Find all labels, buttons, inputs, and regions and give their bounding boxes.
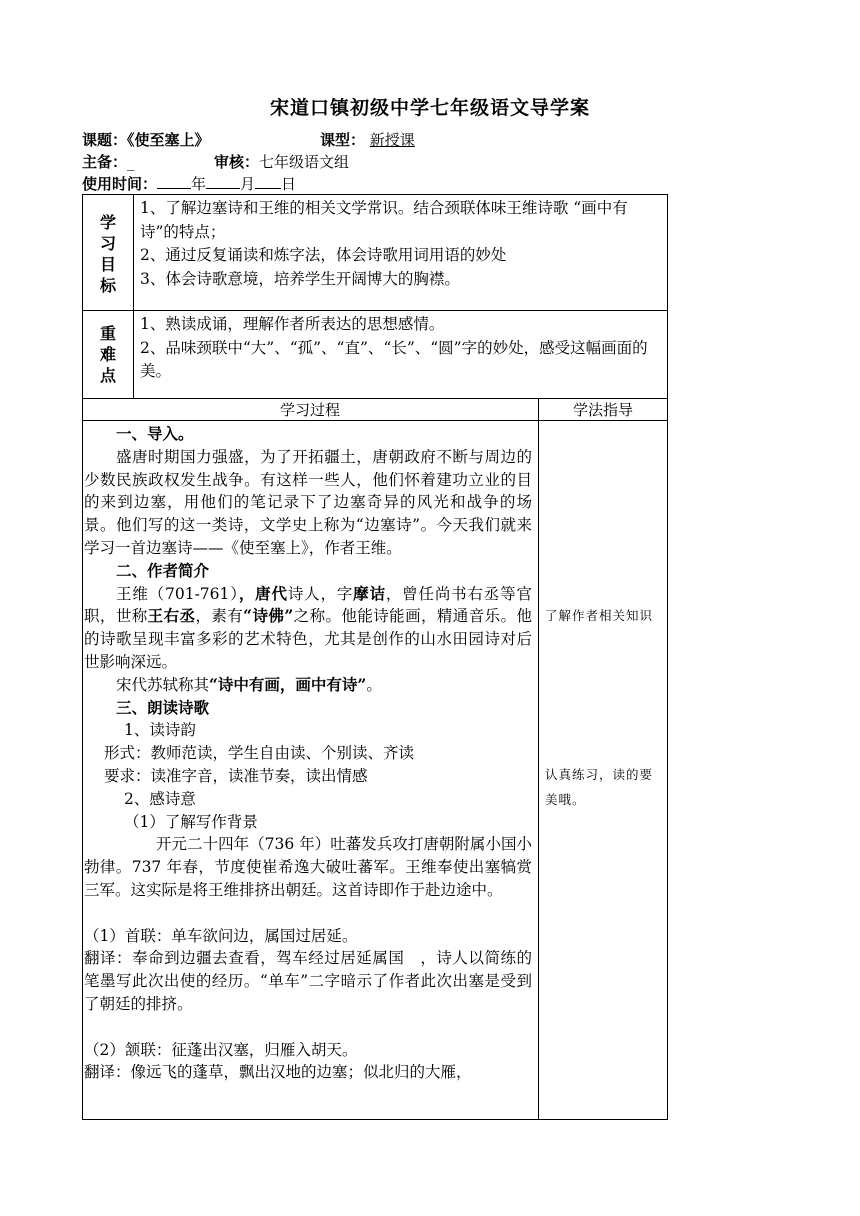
- section-heading: 二、作者简介: [116, 560, 210, 580]
- month-label: 月: [240, 175, 256, 193]
- review-value: 七年级语文组: [259, 153, 350, 171]
- key-points-text: [140, 313, 664, 384]
- page-title: 宋道口镇初级中学七年级语文导学案: [269, 97, 590, 119]
- type-value: 新授课: [369, 131, 415, 149]
- spacer: [84, 1016, 532, 1039]
- topic-row: [82, 130, 210, 150]
- guidance-note: 认真练习，读的要美哦。: [545, 767, 654, 807]
- goals-text: [140, 197, 664, 291]
- row-divider-3: [82, 420, 668, 421]
- goal-line: 3、体会诗歌意境，培养学生开阔博大的胸襟。: [140, 269, 460, 288]
- row-divider-1: [82, 310, 668, 311]
- label-column-divider: [133, 194, 134, 398]
- review-row: [214, 152, 349, 172]
- time-label: 使用时间：: [82, 175, 158, 193]
- review-label: 审核：: [214, 153, 260, 171]
- reading-form: 形式：教师范读，学生自由读、个别读、齐读: [104, 744, 415, 763]
- paragraph: 宋代苏轼称其“诗中有画，画中有诗”。: [116, 674, 382, 694]
- couplet-heading: （2）颔联：征蓬出汉塞，归雁入胡天。: [84, 1040, 358, 1059]
- key-points-label: 重 难 点: [99, 324, 116, 385]
- topic-value: 《使至塞上》: [127, 131, 210, 149]
- paragraph: 王维（701-761），唐代诗人，字摩诘，曾任尚书右丞等官职，世称王右丞，素有“诗佛”之称。他能诗能画，精通音乐。他的诗歌呈现丰富多彩的艺术特色，尤其是创作的山水田园诗对后世影响深远。: [84, 583, 532, 671]
- goals-label: 学 习 目 标: [99, 213, 116, 295]
- reading-requirement: 要求：读准字音，读准节奏，读出情感: [104, 766, 368, 785]
- guidance-column-divider: [538, 398, 539, 1120]
- host-label: 主备：: [82, 153, 128, 171]
- host-row: [82, 152, 135, 172]
- type-label: 课型：: [320, 131, 366, 149]
- paragraph: 翻译：奉命到边疆去查看，驾车经过居延属国 ，诗人以简练的笔墨写此次出使的经历。“单车”二字暗示了作者此次出塞是受到了朝廷的排挤。: [84, 949, 532, 1013]
- day-blank[interactable]: [255, 174, 281, 189]
- year-blank[interactable]: [157, 174, 191, 189]
- topic-label: 课题：: [82, 131, 128, 149]
- host-value: _: [127, 153, 135, 171]
- key-point-line: 1、熟读成诵，理解作者所表达的思想感情。: [140, 315, 445, 333]
- process-column-header: 学习过程: [279, 401, 340, 419]
- paragraph: 翻译：像远飞的蓬草，飘出汉地的边塞；似北归的大雁，: [84, 1063, 472, 1082]
- row-divider-2: [82, 398, 668, 399]
- goal-line: 1、了解边塞诗和王维的相关文学常识。结合颈联体味王维诗歌 “画中有诗”的特点；: [140, 199, 628, 241]
- couplet-heading: （1）首联：单车欲问边，属国过居延。: [84, 926, 358, 945]
- paragraph: 开元二十四年（736 年）吐蕃发兵攻打唐朝附属小国小勃律。737 年春，节度使崔希逸大破吐蕃军。王维奉使出塞犒赏三军。这实际是将王维排挤出朝廷。这首诗即作于赴边途中。: [84, 835, 532, 899]
- year-label: 年: [191, 175, 207, 193]
- month-blank[interactable]: [206, 174, 240, 189]
- type-row: [320, 130, 424, 150]
- sub-heading: （1）了解写作背景: [124, 812, 258, 831]
- sub-heading: 2、感诗意: [124, 789, 196, 808]
- sub-heading: 1、读诗韵: [124, 721, 196, 740]
- paragraph: 盛唐时期国力强盛，为了开拓疆土，唐朝政府不断与周边的少数民族政权发生战争。有这样一些人，他们怀着建功立业的目的来到边塞，用他们的笔记录下了边塞奇异的风光和战争的场景。他们写的这一类诗，文学史上称为“边塞诗”。今天我们就来学习一首边塞诗——《使至塞上》，作者王维。: [84, 447, 532, 557]
- day-label: 日: [281, 175, 297, 193]
- key-point-line: 2、品味颈联中“大”、“孤”、“直”、“长”、“圆”字的妙处，感受这幅画面的美。: [140, 338, 648, 380]
- goal-line: 2、通过反复诵读和炼字法，体会诗歌用词用语的妙处: [140, 246, 507, 264]
- section-heading: 一、导入。: [116, 424, 194, 443]
- guidance-note: 了解作者相关知识: [545, 608, 654, 623]
- spacer: [84, 902, 532, 925]
- lesson-process: [84, 423, 532, 1084]
- time-row: [82, 174, 296, 194]
- section-heading: 三、朗读诗歌: [116, 697, 210, 717]
- guidance-column-header: 学法指导: [572, 401, 633, 419]
